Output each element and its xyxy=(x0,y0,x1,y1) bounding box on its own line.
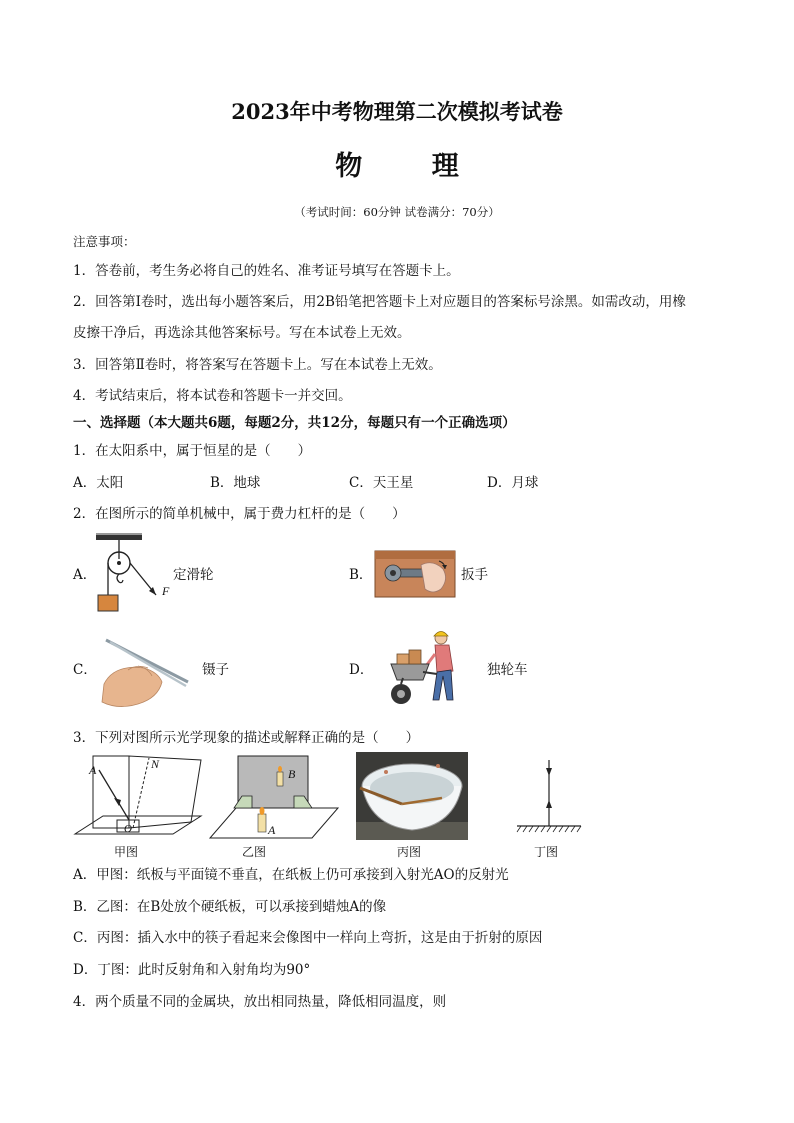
exam-info: （考试时间：60分钟 试卷满分：70分） xyxy=(294,205,500,219)
figure-caption-ding: 丁图 xyxy=(533,845,558,859)
q2-option-b-letter: B． xyxy=(349,567,373,583)
q2-option-d-caption: 独轮车 xyxy=(487,662,528,678)
svg-text:B: B xyxy=(288,767,296,781)
q2-option-d-letter: D． xyxy=(349,662,374,678)
tweezers-figure xyxy=(98,636,192,708)
q1-option-d: D．月球 xyxy=(487,475,539,491)
q2-stem: 2．在图所示的简单机械中，属于费力杠杆的是（ ） xyxy=(73,506,406,522)
chopstick-in-water-figure xyxy=(356,752,468,840)
q2-option-b-caption: 扳手 xyxy=(461,567,488,583)
wheelbarrow-figure xyxy=(383,630,471,710)
figure-caption-bing: 丙图 xyxy=(396,845,421,859)
normal-incidence-figure xyxy=(513,756,585,834)
q3-option-b: B．乙图：在B处放个硬纸板，可以承接到蜡烛A的像 xyxy=(73,899,387,915)
q1-option-b: B．地球 xyxy=(210,475,261,491)
q1-option-a: A．太阳 xyxy=(73,475,124,491)
exam-title: 2023年中考物理第二次模拟考试卷 xyxy=(231,99,563,124)
q3-option-d: D．丁图：此时反射角和入射角均为90° xyxy=(73,962,311,978)
q3-option-c: C．丙图：插入水中的筷子看起来会像图中一样向上弯折，这是由于折射的原因 xyxy=(73,930,543,946)
section1-heading: 一、选择题（本大题共6题，每题2分，共12分，每题只有一个正确选项） xyxy=(73,415,516,431)
q1-option-c: C．天王星 xyxy=(349,475,414,491)
svg-text:N: N xyxy=(151,757,160,771)
notice-item-1: 1．答卷前，考生务必将自己的姓名、准考证号填写在答题卡上。 xyxy=(73,263,460,279)
svg-text:A: A xyxy=(268,823,276,837)
plane-mirror-candle-figure xyxy=(208,754,340,840)
notice-item-2: 2．回答第Ⅰ卷时，选出每小题答案后，用2B铅笔把答题卡上对应题目的答案标号涂黑。如需改动，用橡 xyxy=(73,294,686,310)
svg-text:O: O xyxy=(124,823,132,835)
force-label: F xyxy=(162,584,170,598)
notice-item-4: 4．考试结束后，将本试卷和答题卡一并交回。 xyxy=(73,388,352,404)
q4-stem: 4．两个质量不同的金属块，放出相同热量，降低相同温度，则 xyxy=(73,994,447,1010)
q2-option-a-letter: A． xyxy=(73,567,97,583)
fixed-pulley-figure xyxy=(92,533,182,645)
q3-option-a: A．甲图：纸板与平面镜不垂直，在纸板上仍可承接到入射光AO的反射光 xyxy=(73,867,509,883)
q2-option-a-caption: 定滑轮 xyxy=(173,567,214,583)
notice-item-2-cont: 皮擦干净后，再选涂其他答案标号。写在本试卷上无效。 xyxy=(73,325,411,341)
figure-caption-jia: 甲图 xyxy=(113,845,138,859)
q3-stem: 3．下列对图所示光学现象的描述或解释正确的是（ ） xyxy=(73,730,420,746)
notice-heading: 注意事项： xyxy=(73,234,136,249)
q1-stem: 1．在太阳系中，属于恒星的是（ ） xyxy=(73,443,312,459)
notice-item-3: 3．回答第Ⅱ卷时，将答案写在答题卡上。写在本试卷上无效。 xyxy=(73,357,442,373)
subject-title: 物 理 xyxy=(335,151,489,182)
mirror-reflection-figure xyxy=(73,754,205,838)
wrench-figure xyxy=(373,549,457,599)
q2-option-c-caption: 镊子 xyxy=(202,662,229,678)
svg-text:A: A xyxy=(89,763,97,777)
figure-caption-yi: 乙图 xyxy=(241,845,266,859)
q2-option-c-letter: C． xyxy=(73,662,97,678)
